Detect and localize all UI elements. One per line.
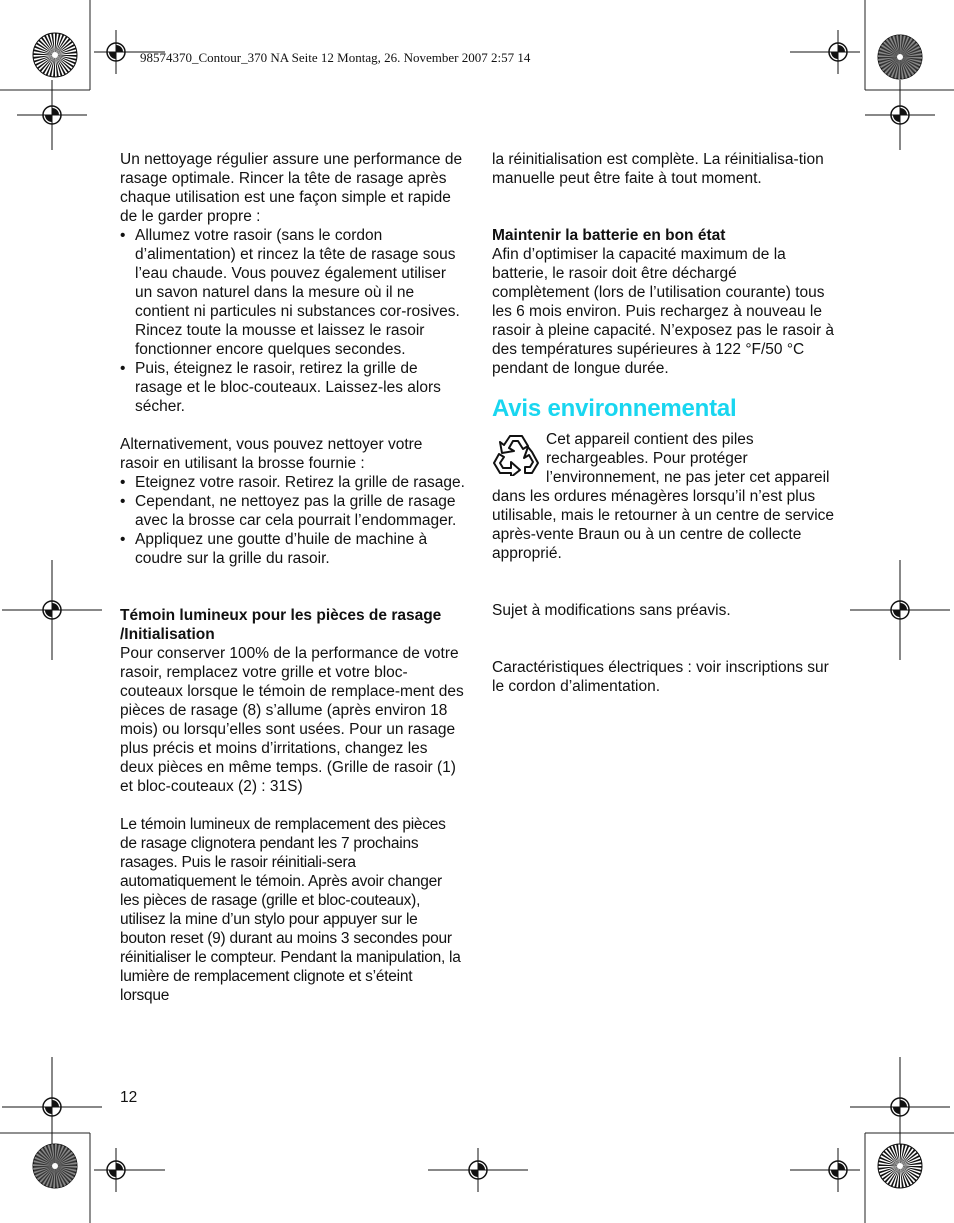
list-item: • Puis, éteignez le rasoir, retirez la grille de rasage et le bloc-couteaux. Laissez-les alors sécher. (120, 359, 465, 416)
list-item: • Cependant, ne nettoyez pas la grille de rasage avec la brosse car cela pourrait l’endommager. (120, 492, 465, 530)
heading-battery: Maintenir la batterie en bon état (492, 227, 726, 244)
recycle-icon (492, 432, 540, 476)
registration-mark-icon (850, 560, 950, 660)
registration-mark-icon (2, 1057, 102, 1157)
bullet-list-cleaning (120, 226, 465, 416)
list-item: • Eteignez votre rasoir. Retirez la grille de rasage. (120, 473, 465, 492)
left-column (120, 150, 465, 1005)
paragraph-reset-complete: la réinitialisation est complète. La réinitialisa-tion manuelle peut être faite à tout moment. (492, 151, 824, 187)
heading-indicator-reset: Témoin lumineux pour les pièces de rasage /Initialisation (120, 607, 442, 643)
starburst-target-icon (878, 35, 922, 79)
starburst-target-icon (33, 33, 77, 77)
slug-line: 98574370_Contour_370 NA Seite 12 Montag, 26. November 2007 2:57 14 (140, 50, 531, 65)
heading-environment: Avis environnemental (492, 395, 737, 422)
bullet-list-brush (120, 473, 465, 568)
paragraph-electrical: Caractéristiques électriques : voir inscriptions sur le cordon d’alimentation. (492, 659, 829, 695)
paragraph-replacement: Pour conserver 100% de la performance de votre rasoir, remplacez votre grille et votre bloc-couteaux lorsque le témoin de remplace-ment des pièces de rasage (8) s’allume (après environ 18 mois) ou lorsqu’elles sont usées. Pour un rasage plus précis et moins d’irritations, changez les deux pièces en même temps. (Grille de rasoir (1) et bloc-couteaux (2) : 31S) (120, 645, 464, 795)
environment-block (492, 430, 837, 563)
page-number: 12 (120, 1089, 138, 1106)
starburst-target-icon (878, 1144, 922, 1188)
registration-mark-icon (2, 560, 102, 660)
paragraph-cleaning-intro: Un nettoyage régulier assure une performance de rasage optimale. Rincer la tête de rasage après chaque utilisation est une façon simple et rapide de le garder propre : (120, 151, 463, 225)
paragraph-battery: Afin d’optimiser la capacité maximum de la batterie, le rasoir doit être déchargé complètement (lors de l’utilisation courante) tous les 6 mois environ. Puis rechargez à nouveau le rasoir à pleine capacité. N’exposez pas le rasoir à des températures supérieures à 122 °F/50 °C pendant de longue durée. (492, 246, 835, 377)
right-column (492, 150, 837, 696)
paragraph-indicator-blink: Le témoin lumineux de remplacement des pièces de rasage clignotera pendant les 7 prochains rasages. Puis le rasoir réinitiali-sera automatiquement le témoin. Après avoir changer les pièces de rasage (grille et bloc-couteaux), utilisez la mine d’un stylo pour appuyer sur le bouton reset (9) durant au moins 3 secondes pour réinitialiser le compteur. Pendant la manipulation, la lumière de remplacement clignote et s’éteint lorsque (120, 816, 461, 1004)
starburst-target-icon (33, 1144, 77, 1188)
list-item: • Allumez votre rasoir (sans le cordon d’alimentation) et rincez la tête de rasage sous l’eau chaude. Vous pouvez également utiliser un savon naturel dans la mesure où il ne contient ni particules ni substances cor-rosives. Rincez toute la mousse et laissez le rasoir fonctionner encore quelques secondes. (120, 226, 465, 359)
paragraph-brush-intro: Alternativement, vous pouvez nettoyer votre rasoir en utilisant la brosse fournie : (120, 436, 423, 472)
list-item: • Appliquez une goutte d’huile de machine à coudre sur la grille du rasoir. (120, 530, 465, 568)
paragraph-environment: Cet appareil contient des piles rechargeables. Pour protéger l’environnement, ne pas jeter cet appareil dans les ordures ménagères lorsqu’il n’est plus utilisable, mais le retourner à un centre de service après-vente Braun ou à un centre de collecte approprié. (492, 431, 835, 562)
paragraph-modifications: Sujet à modifications sans préavis. (492, 602, 731, 619)
